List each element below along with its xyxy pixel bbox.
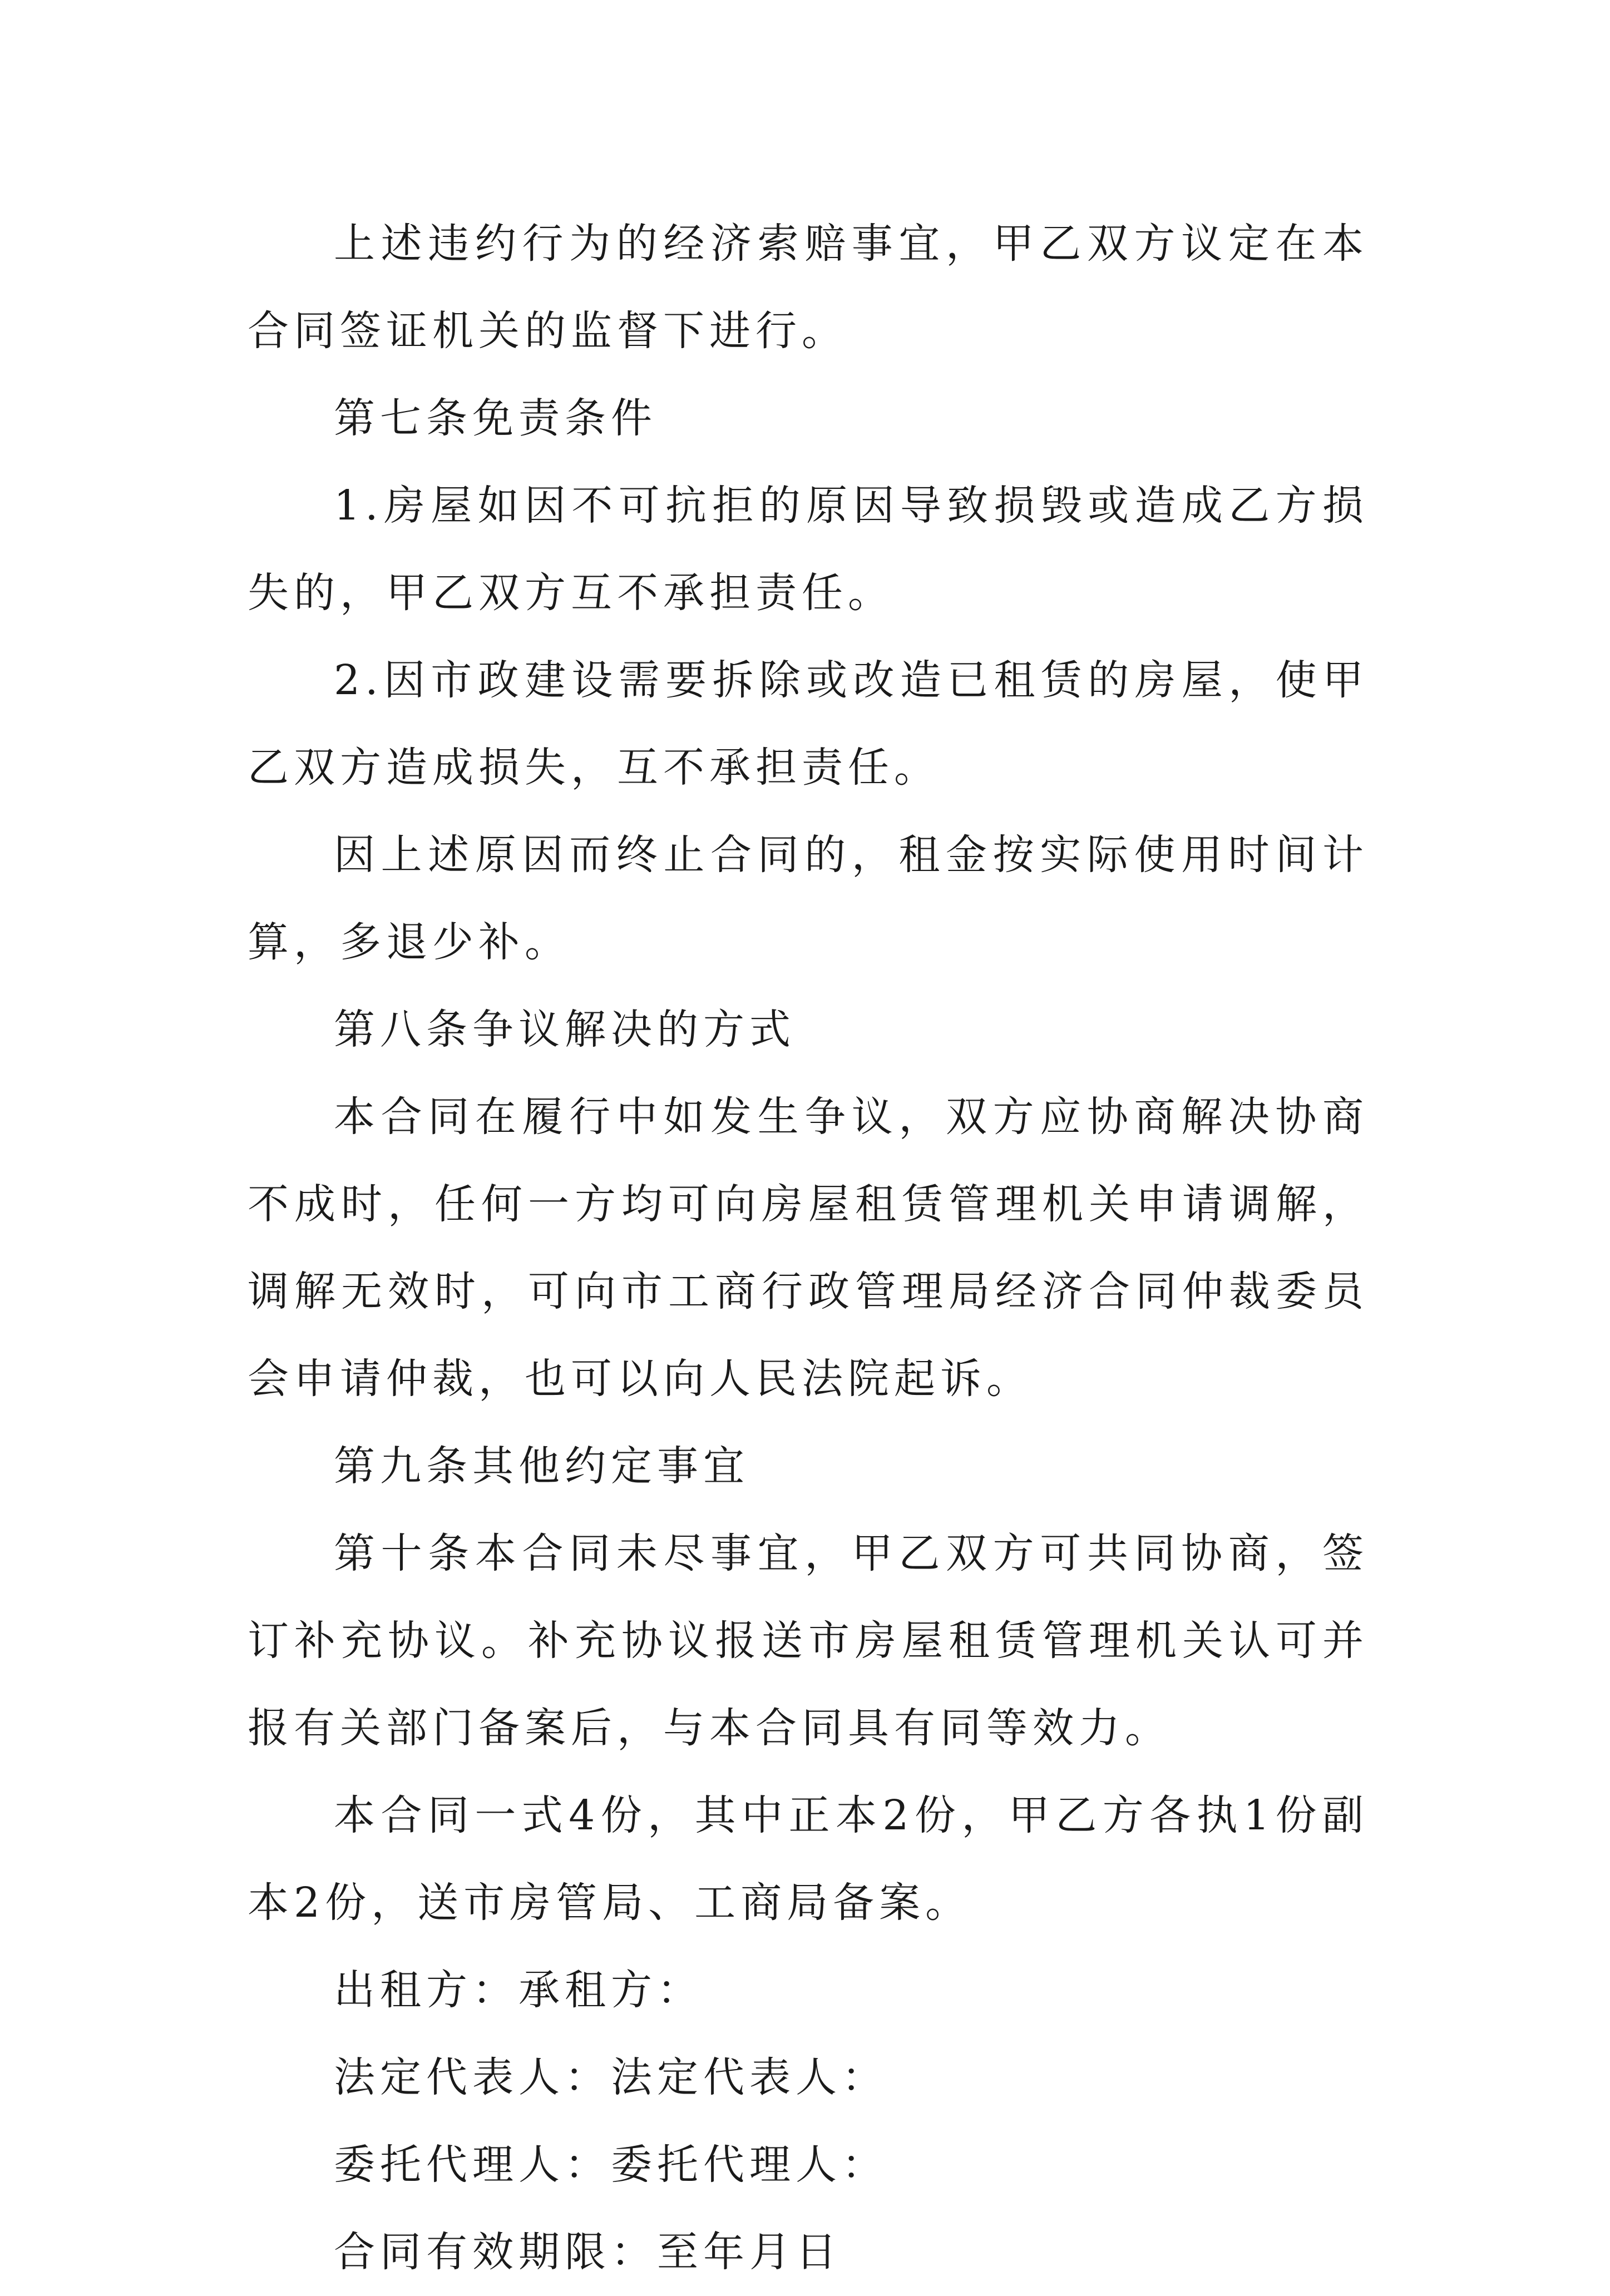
signature-line-legal-representatives: 法定代表人：法定代表人： — [334, 2053, 888, 2101]
signature-line-authorized-agents: 委托代理人：委托代理人： — [334, 2141, 888, 2189]
signature-line-parties: 出租方：承租方： — [334, 1966, 703, 2014]
paragraph-breach-compensation: 上述违约行为的经济索赔事宜，甲乙双方议定在本合同签证机关的监督下进行。 — [248, 220, 1369, 355]
heading-article-7: 第七条免责条件 — [334, 394, 657, 442]
paragraph-article-10: 第十条本合同未尽事宜，甲乙双方可共同协商，签订补充协议。补充协议报送市房屋租赁管理机关认可并报有关部门备案后，与本合同具有同等效力。 — [248, 1530, 1369, 1752]
paragraph-rent-settlement: 因上述原因而终止合同的，租金按实际使用时间计算，多退少补。 — [248, 831, 1369, 966]
contract-validity-line: 合同有效期限：至年月日 — [334, 2228, 842, 2276]
paragraph-article-7-item-2: 2.因市政建设需要拆除或改造已租赁的房屋，使甲乙双方造成损失，互不承担责任。 — [248, 656, 1369, 791]
heading-article-9: 第九条其他约定事宜 — [334, 1442, 749, 1490]
paragraph-dispute-resolution: 本合同在履行中如发生争议，双方应协商解决协商不成时，任何一方均可向房屋租赁管理机关申请调解，调解无效时，可向市工商行政管理局经济合同仲裁委员会申请仲裁，也可以向人民法院起诉。 — [248, 1093, 1369, 1403]
contract-body — [248, 200, 1369, 2296]
paragraph-copies: 本合同一式4份，其中正本2份，甲乙方各执1份副本2份，送市房管局、工商局备案。 — [248, 1792, 1369, 1927]
heading-article-8: 第八条争议解决的方式 — [334, 1006, 796, 1053]
paragraph-article-7-item-1: 1.房屋如因不可抗拒的原因导致损毁或造成乙方损失的，甲乙双方互不承担责任。 — [248, 482, 1369, 617]
